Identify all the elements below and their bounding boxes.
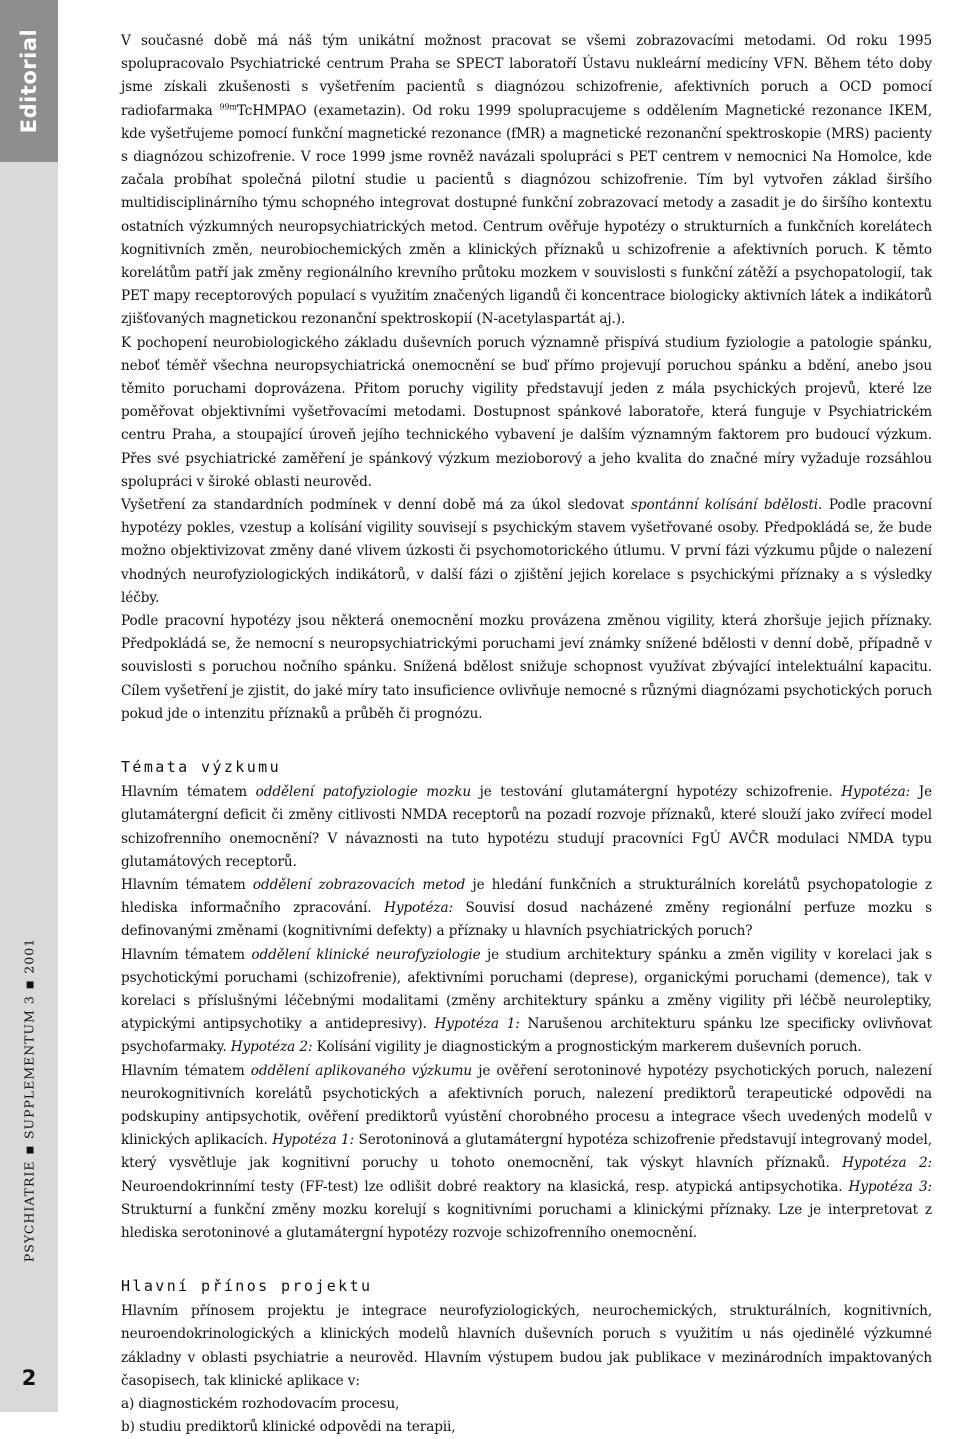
sidebar xyxy=(0,0,58,1412)
article-body xyxy=(121,30,932,1439)
intro-paragraph-1: V současné době má náš tým unikátní možnost pracovat se všemi zobrazovacími metodami. Od roku 1995 spolupracovalo Psychiatrické centrum Praha se SPECT laboratoří Ústavu nukleární medicíny VFN. Během této doby jsme získali zkušenosti s vyšetřením pacientů s diagnózou schizofrenie, afektivních poruch a OCD pomocí radiofarmaka $^{99m}$TcHMPAO (exametazin). Od roku 1999 spolupracujeme s oddělením Magnetické rezonance IKEM, kde vyšetřujeme pomocí funkční magnetické rezonance (fMR) a magnetické rezonanční spektroskopie (MRS) pacienty s diagnózou schizofrenie. V roce 1999 jsme rovněž navázali spolupráci s PET centrem v nemocnici Na Homolce, kde začala probíhat společná pilotní studie u pacientů s diagnózou schizofrenie. Tím byl vytvořen základ širšího multidisciplinárního týmu schopného integrovat dostupné funkční zobrazovací metody a zasadit je do širšího kontextu ostatních výzkumných neuropsychiatrických metod. Centrum ověřuje hypotézy o strukturních a funkčních korelátech kognitivních změn, neurobiochemických změn a klinických příznaků u schizofrenie a afektivních poruch. K těmto korelátům patří jak změny regionálního krevního průtoku mozkem v souvislosti s funkční zátěží a psychopatologií, tak PET mapy receptorových populací s využitím značených ligandů či koncentrace biologicky aktivních látek a indikátorů zjišťovaných magnetickou rezonanční spektroskopií (N-acetylaspartát aj.). xyxy=(121,33,933,328)
journal-name: PSYCHIATRIE xyxy=(21,1160,37,1263)
section-tab xyxy=(0,0,58,162)
journal-label xyxy=(22,938,37,1262)
themes-paragraph-4: Hlavním tématem oddělení aplikovaného výzkumu je ověření serotoninové hypotézy psychotických poruch, nalezení neurokognitivních korelátů psychotických a afektivních poruch, nalezení prediktorů terapeutické odpovědi na podskupiny antipsychotik, ověření prediktorů vyústění chorobného procesu a integrace všech uvedených modelů v klinických aplikacích. Hypotéza 1: Serotoninová a glutamátergní hypotéza schizofrenie představují integrovaný model, který vysvětluje jak kognitivní poruchy u tohoto onemocnění, tak výskyt hlavních příznaků. Hypotéza 2: Neuroendokrinnímí testy (FF-test) lze odlišit dobré reaktory na klasická, resp. atypická antipsychotika. Hypotéza 3: Strukturní a funkční změny mozku korelují s kognitivními poruchami a klinickými příznaky. Lze je interpretovat z hlediska serotoninové a glutamátergní hypotézy rozvoje schizofrenního onemocnění. xyxy=(121,1062,932,1241)
page-number: 2 xyxy=(21,1366,37,1390)
intro-paragraph-2: K pochopení neurobiologického základu duševních poruch významně přispívá studium fyziologie a patologie spánku, neboť téměř všechna neuropsychiatrická onemocnění se buď přímo projevují poruchou spánku a bdění, anebo jsou těmito poruchami doprovázena. Přitom poruchy vigility představují jeden z mála psychických projevů, které lze poměřovat objektivními vyšetřovacími metodami. Dostupnost spánkové laboratoře, která funguje v Psychiatrickém centru Praha, a stoupající úroveň jejího technického vybavení je dalším významným faktorem pro budoucí výzkum. Přes své psychiatrické zaměření je spánkový výzkum mezioborový a jeho kvalita do značné míry vyžaduje rozsáhlou spolupráci v široké oblasti neurověd. xyxy=(121,334,932,490)
section-heading-themes: Témata výzkumu xyxy=(121,758,282,777)
intro-paragraph-3: Vyšetření za standardních podmínek v denní době má za úkol sledovat spontánní kolísání bdělosti. Podle pracovní hypotézy pokles, vzestup a kolísání vigility souvisejí s psychickým stavem vyšetřované osoby. Předpokládá se, že bude možno objektivizovat změny dané vlivem úzkosti či psychomotorického útlumu. V první fázi výzkumu půjde o nalezení vhodných neurofyziologických indikátorů, v další fázi o zjištění jejich korelace s psychickými příznaky a s výsledky léčby. xyxy=(121,497,932,606)
journal-supplement: SUPPLEMENTUM 3 xyxy=(21,995,37,1140)
list-item: a) diagnostickém rozhodovacím procesu, xyxy=(121,1395,400,1412)
section-heading-contribution: Hlavní přínos projektu xyxy=(121,1277,373,1296)
contribution-paragraph-1: Hlavním přínosem projektu je integrace neurofyziologických, neurochemických, strukturálních, kognitivních, neuroendokrinologických a klinických modelů hlavních duševních poruch s využitím u nás ojedinělé výzkumné základny v oblasti psychiatrie a neurověd. Hlavním výstupem budou jak publikace v mezinárodních impaktovaných časopisech, tak klinické aplikace v: xyxy=(121,1303,932,1389)
themes-paragraph-1: Hlavním tématem oddělení patofyziologie mozku je testování glutamátergní hypotézy schizofrenie. Hypotéza: Je glutamátergní deficit či změny citlivosti NMDA receptorů na pozadí rozvoje příznaků, které slouží jako zvířecí model schizofrenního onemocnění? V návaznosti na tuto hypotézu studují pracovníci FgÚ AVČR modulaci NMDA typu glutamátových receptorů. xyxy=(121,784,933,870)
emphasis: spontánní kolísání bdělosti xyxy=(630,497,818,514)
journal-year: 2001 xyxy=(21,937,37,974)
separator-square-icon: ■ xyxy=(25,979,36,990)
contribution-list xyxy=(121,1393,932,1439)
themes-paragraph-2: Hlavním tématem oddělení zobrazovacích metod je hledání funkčních a strukturálních korelátů psychopatologie z hlediska informačního zpracování. Hypotéza: Souvisí dosud nacházené změny regionální perfuze mozku s definovanými změnami (kognitivními defekty) a příznaky u hlavních psychiatrických poruch? xyxy=(121,876,932,940)
list-item: b) studiu prediktorů klinické odpovědi na terapii, xyxy=(121,1419,456,1436)
separator-square-icon: ■ xyxy=(25,1145,36,1155)
intro-paragraph-4: Podle pracovní hypotézy jsou některá onemocnění mozku provázena změnou vigility, která zhoršuje jejich příznaky. Předpokládá se, že nemocní s neuropsychiatrickými poruchami jeví známky snížené bdělosti v denní době, případně v souvislosti s poruchou nočního spánku. Snížená bdělost snižuje schopnost využívat zbývající intelektuální kapacitu. Cílem vyšetření je zjistit, do jaké míry tato insuficience ovlivňuje nemocné s různými diagnózami psychotických poruch pokud jde o intenzitu příznaků a průběh či prognózu. xyxy=(121,613,932,722)
section-label: Editorial xyxy=(17,28,41,134)
themes-paragraph-3: Hlavním tématem oddělení klinické neurofyziologie je studium architektury spánku a změn vigility v korelaci jak s psychotickými poruchami (schizofrenie), afektivními poruchami (deprese), organickými poruchami (demence), tak v korelaci s příslušnými léčebnými modalitami (změny architektury spánku a změny vigility při léčbě neuroleptiky, atypickými antipsychotiky a antidepresivy). Hypotéza 1: Narušenou architekturu spánku lze specificky ovlivňovat psychofarmaky. Hypotéza 2: Kolísání vigility je diagnostickým a prognostickým markerem duševních poruch. xyxy=(121,946,933,1056)
